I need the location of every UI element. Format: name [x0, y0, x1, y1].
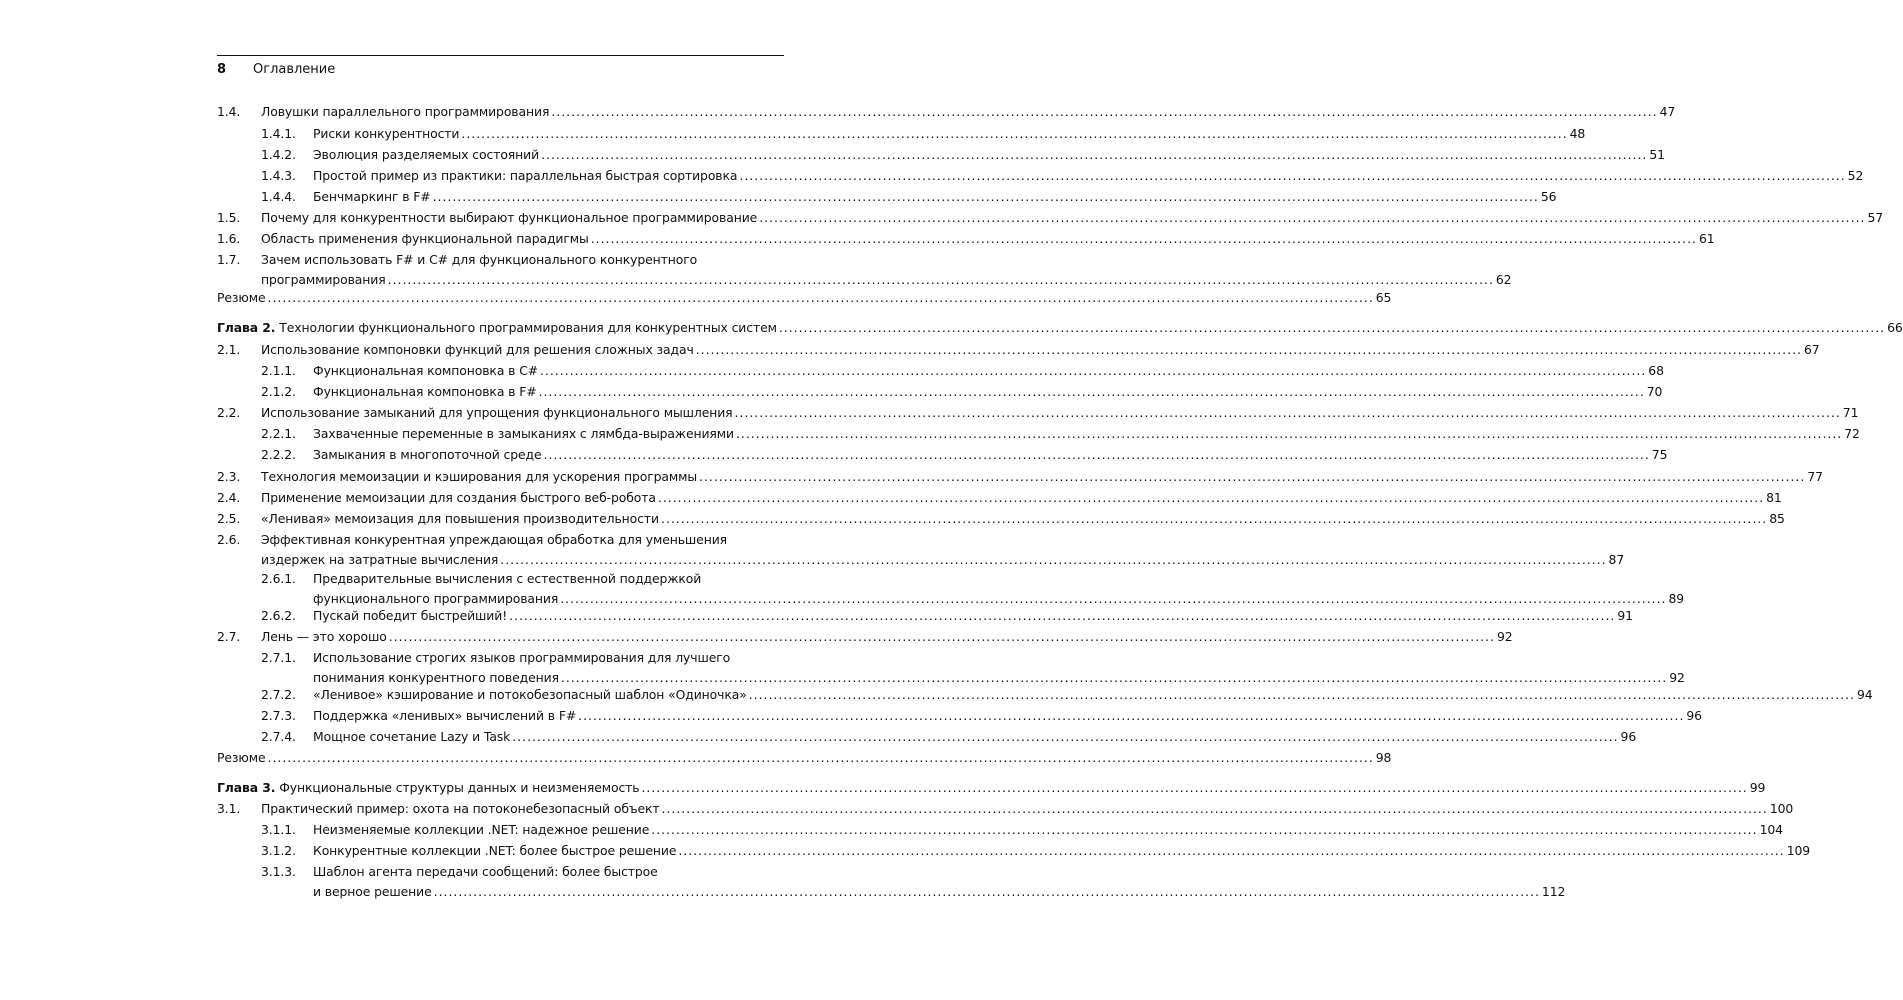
toc-entry	[217, 229, 1715, 249]
toc-entry	[217, 361, 1664, 381]
entry-title: Резюме	[217, 750, 266, 765]
leader-dots	[509, 606, 1615, 626]
entry-title: Технологии функционального программирования для конкурентных систем	[279, 320, 777, 335]
leader-dots	[739, 166, 1845, 186]
toc-chapter	[217, 318, 1903, 338]
toc-entry	[217, 102, 1676, 122]
leader-dots	[544, 445, 1650, 465]
toc-entry	[217, 648, 1685, 688]
entry-title: Почему для конкурентности выбирают функциональное программирование	[261, 210, 758, 225]
toc-entry	[217, 727, 1637, 747]
entry-title: издержек на затратные вычисления	[261, 552, 499, 567]
header-title: Оглавление	[253, 62, 336, 77]
header-rule	[217, 55, 784, 56]
entry-title: Функциональная компоновка в F#	[313, 384, 537, 399]
page-number: 8	[217, 62, 227, 77]
entry-page: 92	[1497, 629, 1513, 644]
leader-dots	[578, 706, 1684, 726]
leader-dots	[651, 820, 1757, 840]
entry-number: 2.2.1.	[261, 426, 296, 441]
toc-entry	[217, 627, 1513, 647]
entry-page: 91	[1617, 608, 1633, 623]
entry-number: 1.4.1.	[261, 126, 296, 141]
entry-number: 2.6.	[217, 532, 241, 547]
toc-entry	[217, 467, 1823, 487]
entry-title: Ловушки параллельного программирования	[261, 104, 550, 119]
entry-number: 1.5.	[217, 210, 241, 225]
entry-title: Замыкания в многопоточной среде	[313, 447, 542, 462]
entry-title: понимания конкурентного поведения	[313, 670, 559, 685]
entry-number: 2.7.4.	[261, 729, 296, 744]
toc-entry	[217, 799, 1794, 819]
entry-title: Практический пример: охота на потоконебезопасный объект	[261, 801, 660, 816]
toc-entry	[217, 530, 1625, 570]
entry-title-line1: Эффективная конкурентная упреждающая обработка для уменьшения	[261, 532, 728, 547]
entry-number: 2.3.	[217, 469, 241, 484]
entry-title: Эволюция разделяемых состояний	[313, 147, 540, 162]
entry-page: 96	[1620, 729, 1637, 744]
entry-title: программирования	[261, 272, 386, 287]
entry-page: 75	[1651, 447, 1668, 462]
entry-number: 1.4.3.	[261, 168, 296, 183]
toc-entry	[217, 569, 1685, 609]
entry-page: 52	[1847, 168, 1864, 183]
entry-number: 2.4.	[217, 490, 241, 505]
entry-page: 104	[1759, 822, 1783, 837]
toc-entry	[217, 685, 1873, 705]
toc-entry	[217, 820, 1783, 840]
entry-title: Бенчмаркинг в F#	[313, 189, 431, 204]
entry-page: 56	[1540, 189, 1557, 204]
toc-entry	[217, 145, 1665, 165]
entry-title-line1: Предварительные вычисления с естественной поддержкой	[313, 571, 702, 586]
toc-entry	[217, 166, 1864, 186]
toc-entry	[217, 445, 1668, 465]
leader-dots	[662, 799, 1768, 819]
entry-number: 2.2.	[217, 405, 241, 420]
entry-page: 66	[1887, 320, 1903, 335]
toc-entry	[217, 488, 1782, 508]
entry-title: Функциональные структуры данных и неизменяемость	[279, 780, 640, 795]
entry-page: 85	[1769, 511, 1785, 526]
entry-title: Резюме	[217, 290, 266, 305]
toc-entry	[217, 509, 1785, 529]
entry-number: 2.5.	[217, 511, 241, 526]
leader-dots	[433, 187, 1539, 207]
entry-page: 98	[1375, 750, 1392, 765]
entry-page: 62	[1495, 272, 1512, 287]
entry-title: Неизменяемые коллекции .NET: надежное решение	[313, 822, 650, 837]
entry-number: 3.1.3.	[261, 864, 296, 879]
entry-page: 57	[1867, 210, 1884, 225]
entry-title: «Ленивая» мемоизация для повышения производительности	[261, 511, 659, 526]
entry-page: 100	[1769, 801, 1794, 816]
leader-dots	[268, 748, 1374, 768]
entry-page: 61	[1698, 231, 1715, 246]
entry-title: Мощное сочетание Lazy и Task	[313, 729, 511, 744]
toc-entry	[217, 288, 1392, 308]
leader-dots	[540, 361, 1646, 381]
entry-title: Лень — это хорошо	[261, 629, 387, 644]
leader-dots	[551, 102, 1657, 122]
entry-number: 1.7.	[217, 252, 241, 267]
entry-title: Область применения функциональной парадигмы	[261, 231, 589, 246]
entry-number: 2.6.2.	[261, 608, 296, 623]
leader-dots	[658, 488, 1764, 508]
toc-entry	[217, 841, 1811, 861]
entry-number: 2.1.2.	[261, 384, 296, 399]
toc-entry	[217, 187, 1557, 207]
entry-page: 94	[1856, 687, 1873, 702]
leader-dots	[388, 270, 1494, 290]
entry-title: функционального программирования	[313, 591, 559, 606]
toc-entry	[217, 424, 1860, 444]
toc-chapter	[217, 778, 1766, 798]
entry-page: 68	[1648, 363, 1664, 378]
entry-number: 2.7.2.	[261, 687, 296, 702]
leader-dots	[541, 145, 1647, 165]
entry-title: Риски конкурентности	[313, 126, 460, 141]
entry-page: 92	[1669, 670, 1685, 685]
toc-entry	[217, 208, 1884, 228]
entry-number: 3.1.2.	[261, 843, 296, 858]
entry-number: 3.1.1.	[261, 822, 296, 837]
leader-dots	[735, 403, 1841, 423]
chapter-label: Глава 2.	[217, 320, 276, 335]
leader-dots	[389, 627, 1495, 647]
entry-title: «Ленивое» кэширование и потокобезопасный шаблон «Одиночка»	[313, 687, 747, 702]
entry-title: Захваченные переменные в замыканиях с лямбда-выражениями	[313, 426, 734, 441]
entry-title-line1: Использование строгих языков программирования для лучшего	[313, 650, 731, 665]
entry-title-line1: Зачем использовать F# и C# для функционального конкурентного	[261, 252, 698, 267]
entry-number: 3.1.	[217, 801, 241, 816]
entry-page: 71	[1842, 405, 1859, 420]
entry-page: 87	[1608, 552, 1625, 567]
entry-title: Функциональная компоновка в C#	[313, 363, 539, 378]
entry-number: 1.4.2.	[261, 147, 296, 162]
entry-title: Конкурентные коллекции .NET: более быстрое решение	[313, 843, 677, 858]
entry-title-line1: Шаблон агента передачи сообщений: более быстрое	[313, 864, 658, 879]
toc-entry	[217, 606, 1633, 626]
entry-number: 1.4.	[217, 104, 241, 119]
entry-page: 70	[1646, 384, 1663, 399]
leader-dots	[434, 882, 1540, 902]
entry-page: 99	[1749, 780, 1766, 795]
entry-page: 67	[1803, 342, 1820, 357]
leader-dots	[461, 124, 1567, 144]
chapter-label: Глава 3.	[217, 780, 276, 795]
running-header	[217, 61, 784, 79]
entry-page: 81	[1766, 490, 1782, 505]
entry-number: 2.2.2.	[261, 447, 296, 462]
toc-entry	[217, 340, 1820, 360]
entry-number: 2.6.1.	[261, 571, 296, 586]
toc-entry	[217, 250, 1512, 290]
entry-title: и верное решение	[313, 884, 432, 899]
entry-title: Простой пример из практики: параллельная быстрая сортировка	[313, 168, 738, 183]
entry-number: 2.1.	[217, 342, 241, 357]
entry-page: 77	[1807, 469, 1823, 484]
entry-title: Применение мемоизации для создания быстрого веб-робота	[261, 490, 656, 505]
leader-dots	[641, 778, 1747, 798]
leader-dots	[661, 509, 1767, 529]
toc-entry	[217, 748, 1392, 768]
entry-title: Поддержка «ленивых» вычислений в F#	[313, 708, 577, 723]
leader-dots	[759, 208, 1865, 228]
toc-entry	[217, 706, 1702, 726]
entry-page: 47	[1659, 104, 1676, 119]
entry-number: 2.7.1.	[261, 650, 296, 665]
entry-page: 65	[1375, 290, 1392, 305]
entry-page: 109	[1786, 843, 1811, 858]
entry-title: Использование замыканий для упрощения функционального мышления	[261, 405, 733, 420]
entry-title: Технология мемоизации и кэширования для ускорения программы	[261, 469, 698, 484]
leader-dots	[696, 340, 1802, 360]
entry-page: 48	[1569, 126, 1586, 141]
entry-number: 2.7.	[217, 629, 241, 644]
entry-page: 112	[1541, 884, 1566, 899]
leader-dots	[539, 382, 1645, 402]
leader-dots	[779, 318, 1885, 338]
toc-entry	[217, 403, 1859, 423]
leader-dots	[678, 841, 1784, 861]
entry-title: Пускай победит быстрейший!	[313, 608, 508, 623]
leader-dots	[591, 229, 1697, 249]
leader-dots	[749, 685, 1855, 705]
leader-dots	[736, 424, 1842, 444]
entry-number: 2.1.1.	[261, 363, 296, 378]
leader-dots	[512, 727, 1618, 747]
toc-entry	[217, 382, 1663, 402]
toc-entry	[217, 124, 1586, 144]
entry-number: 1.4.4.	[261, 189, 296, 204]
entry-page: 51	[1649, 147, 1665, 162]
entry-number: 2.7.3.	[261, 708, 296, 723]
entry-page: 89	[1668, 591, 1685, 606]
entry-number: 1.6.	[217, 231, 241, 246]
entry-page: 96	[1686, 708, 1702, 723]
leader-dots	[699, 467, 1805, 487]
entry-title: Использование компоновки функций для решения сложных задач	[261, 342, 694, 357]
entry-page: 72	[1844, 426, 1860, 441]
leader-dots	[268, 288, 1374, 308]
toc-entry	[217, 862, 1566, 902]
leader-dots	[500, 550, 1606, 570]
